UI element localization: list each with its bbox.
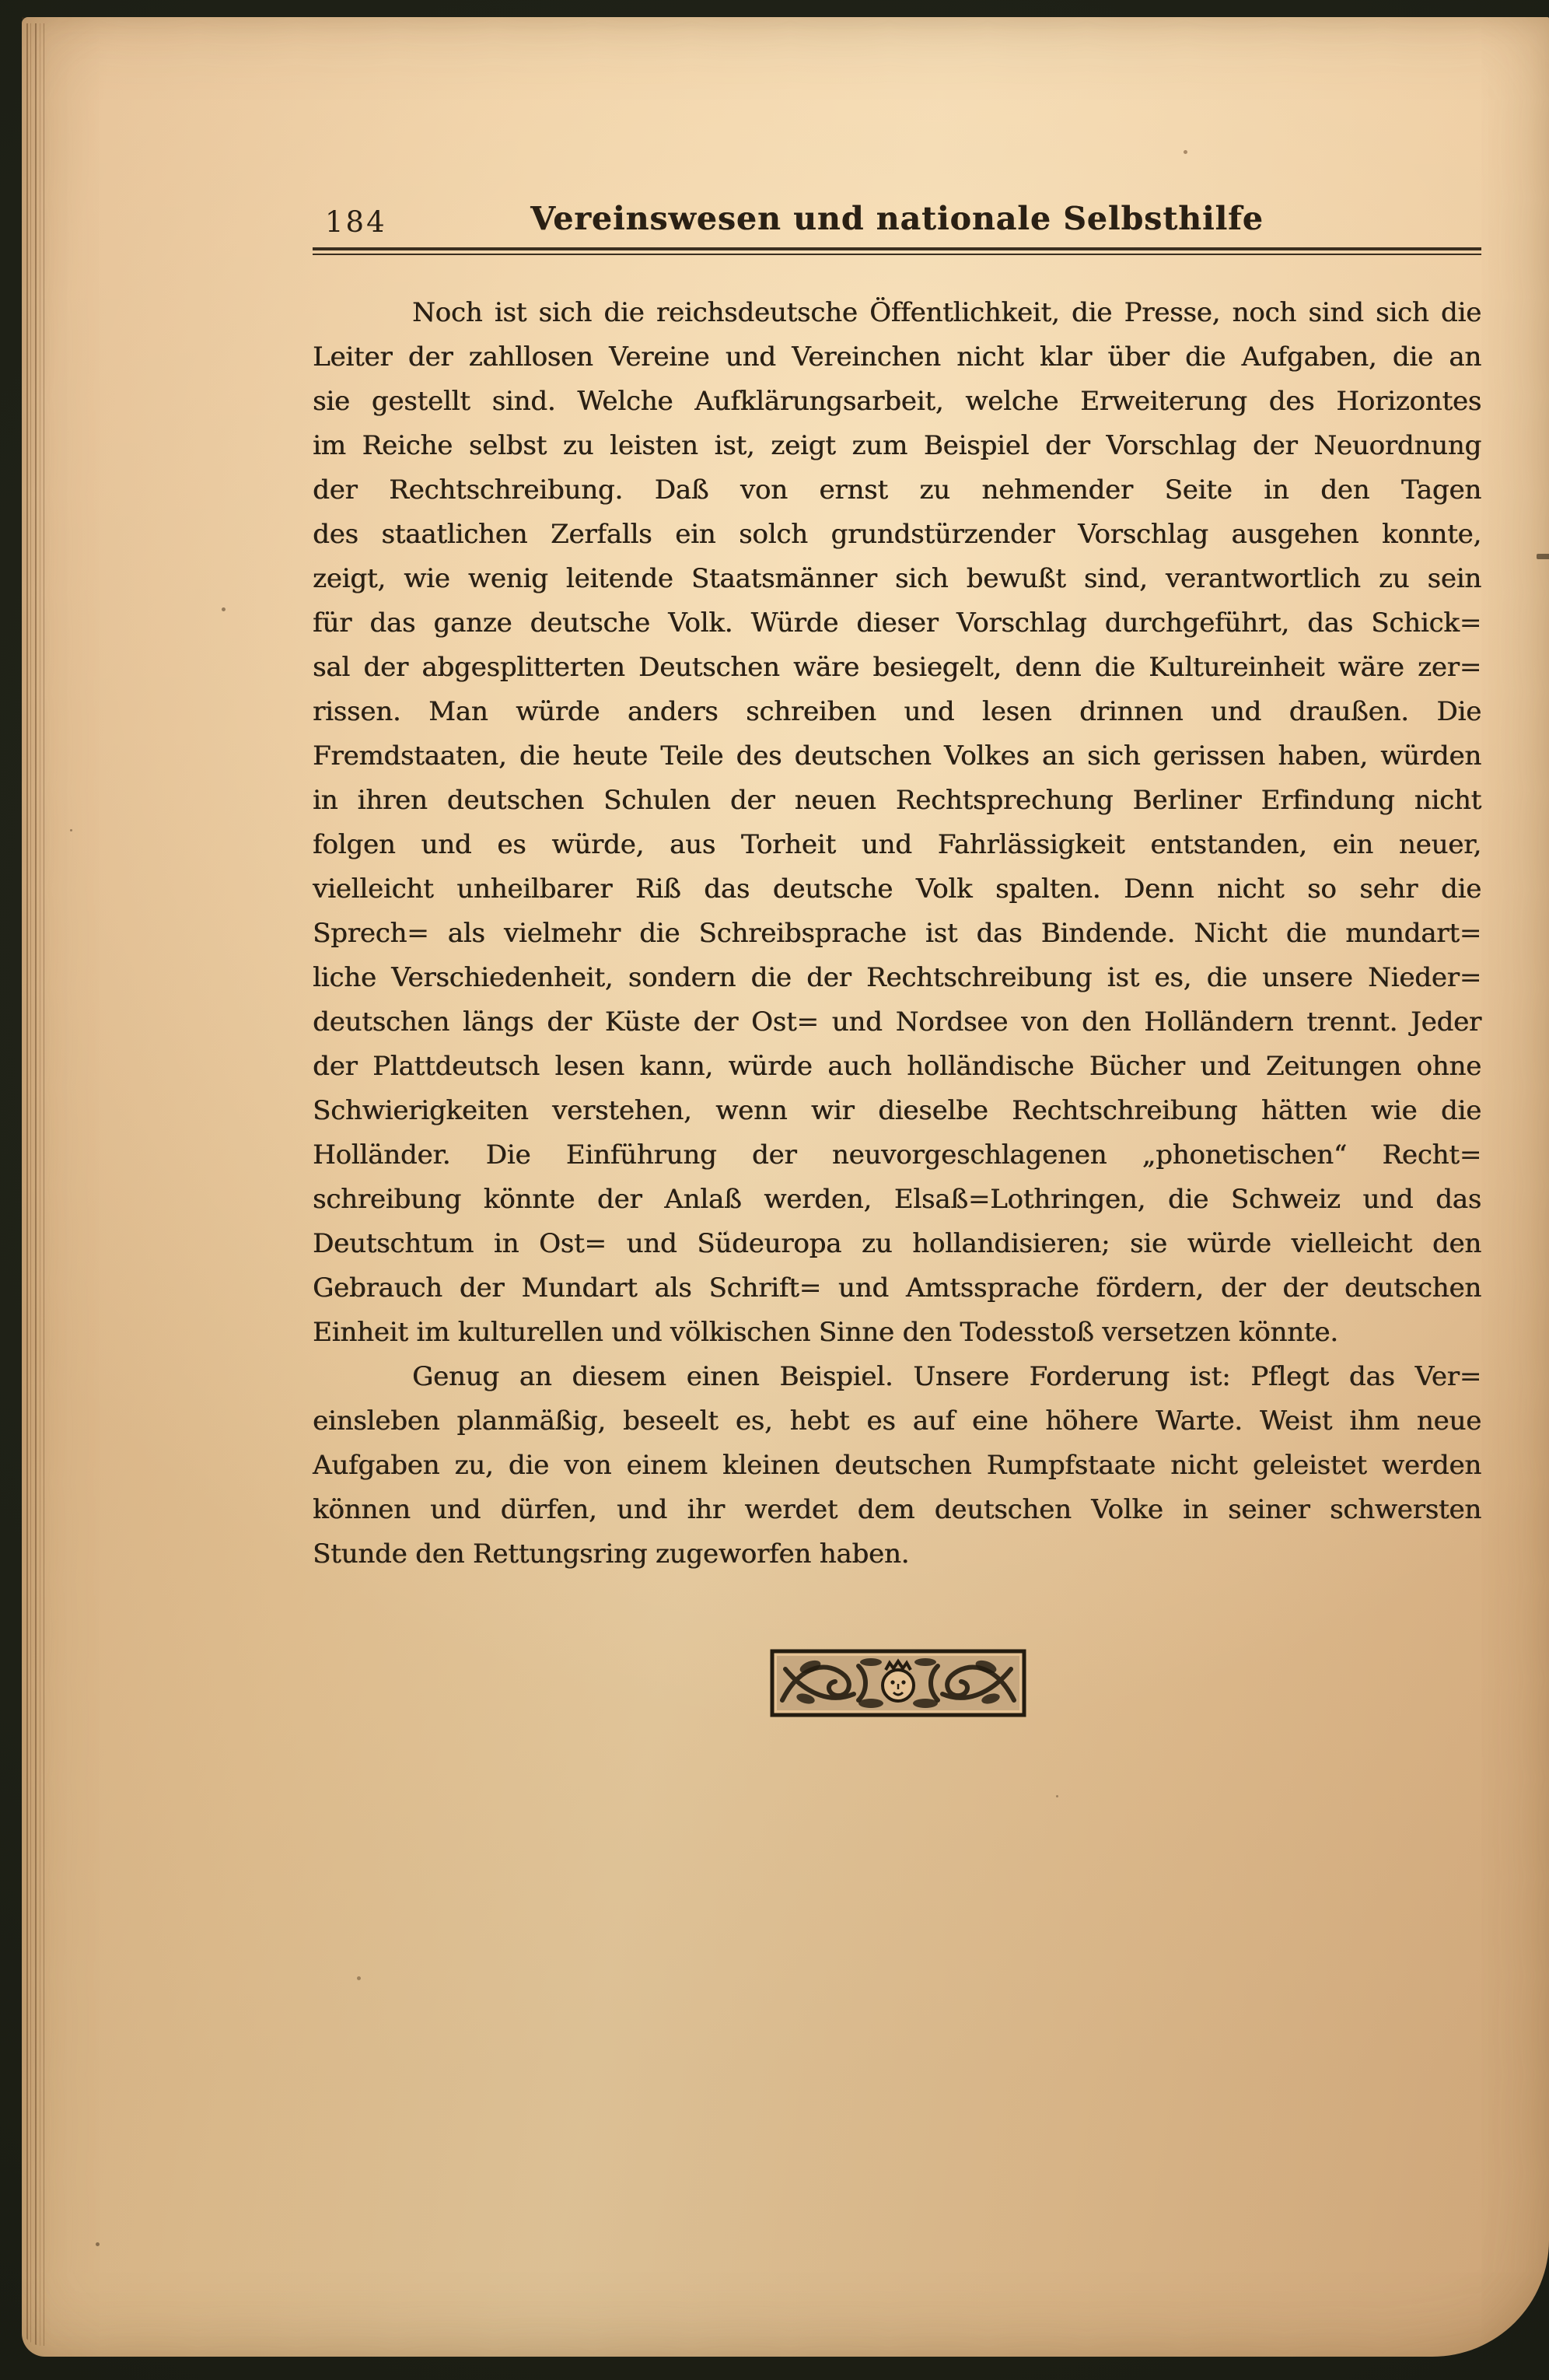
text-line: der Rechtschreibung. Daß von ernst zu nehmender Seite in den Tagen [313, 474, 1481, 506]
text-line: Leiter der zahllosen Vereine und Vereinchen nicht klar über die Aufgaben, die an [313, 341, 1481, 373]
text-line: Gebrauch der Mundart als Schrift= und Amtssprache fördern, der der deutschen [313, 1272, 1481, 1304]
text-line: Stunde den Rettungsring zugeworfen haben. [313, 1538, 910, 1570]
text-line: Fremdstaaten, die heute Teile des deutschen Volkes an sich gerissen haben, würden [313, 740, 1481, 772]
text-line: können und dürfen, und ihr werdet dem deutschen Volke in seiner schwersten [313, 1494, 1481, 1525]
text-line: sal der abgesplitterten Deutschen wäre besiegelt, denn die Kultureinheit wäre zer= [313, 652, 1481, 683]
text-line: Schwierigkeiten verstehen, wenn wir dieselbe Rechtschreibung hätten wie die [313, 1095, 1481, 1126]
text-line: Einheit im kulturellen und völkischen Sinne den Todesstoß versetzen könnte. [313, 1317, 1338, 1348]
text-line: in ihren deutschen Schulen der neuen Rechtsprechung Berliner Erfindung nicht [313, 785, 1481, 816]
text-line: Holländer. Die Einführung der neuvorgeschlagenen „phonetischen“ Recht= [313, 1139, 1481, 1171]
page-edge-stack [22, 23, 50, 2346]
text-line: einsleben planmäßig, beseelt es, hebt es auf eine höhere Warte. Weist ihm neue [313, 1405, 1481, 1437]
text-line: zeigt, wie wenig leitende Staatsmänner sich bewußt sind, verantwortlich zu sein [313, 563, 1481, 594]
text-line: sie gestellt sind. Welche Aufklärungsarbeit, welche Erweiterung des Horizontes [313, 386, 1481, 417]
text-line: für das ganze deutsche Volk. Würde dieser Vorschlag durchgeführt, das Schick= [313, 607, 1481, 639]
text-line: folgen und es würde, aus Torheit und Fahrlässigkeit entstanden, ein neuer, [313, 829, 1481, 860]
page-number: 184 [325, 205, 387, 239]
header-rule [313, 247, 1481, 255]
text-line: Genug an diesem einen Beispiel. Unsere Forderung ist: Pflegt das Ver= [412, 1361, 1481, 1392]
book-page [22, 17, 1549, 2357]
body-text [313, 291, 1481, 1577]
text-line: der Plattdeutsch lesen kann, würde auch holländische Bücher und Zeitungen ohne [313, 1051, 1481, 1082]
text-line: Aufgaben zu, die von einem kleinen deutschen Rumpfstaate nicht geleistet werden [313, 1450, 1481, 1481]
text-line: vielleicht unheilbarer Riß das deutsche Volk spalten. Denn nicht so sehr die [313, 873, 1481, 905]
floral-ornament [770, 1649, 1026, 1717]
text-line: des staatlichen Zerfalls ein solch grundstürzender Vorschlag ausgehen konnte, [313, 519, 1481, 550]
running-title: Vereinswesen und nationale Selbsthilfe [530, 200, 1264, 237]
text-line: im Reiche selbst zu leisten ist, zeigt zum Beispiel der Vorschlag der Neuordnung [313, 430, 1481, 461]
foxing-speckles [22, 17, 24, 19]
text-line: liche Verschiedenheit, sondern die der Rechtschreibung ist es, die unsere Nieder= [313, 962, 1481, 993]
text-line: schreibung könnte der Anlaß werden, Elsaß=Lothringen, die Schweiz und das [313, 1184, 1481, 1215]
page-edge-mark [1537, 554, 1549, 559]
text-line: Deutschtum in Ost= und Südeuropa zu hollandisieren; sie würde vielleicht den [313, 1228, 1481, 1259]
text-line: Sprech= als vielmehr die Schreibsprache ist das Bindende. Nicht die mundart= [313, 918, 1481, 949]
text-line: Noch ist sich die reichsdeutsche Öffentlichkeit, die Presse, noch sind sich die [412, 297, 1481, 328]
text-line: deutschen längs der Küste der Ost= und Nordsee von den Holländern trennt. Jeder [313, 1006, 1481, 1038]
text-line: rissen. Man würde anders schreiben und lesen drinnen und draußen. Die [313, 696, 1481, 727]
